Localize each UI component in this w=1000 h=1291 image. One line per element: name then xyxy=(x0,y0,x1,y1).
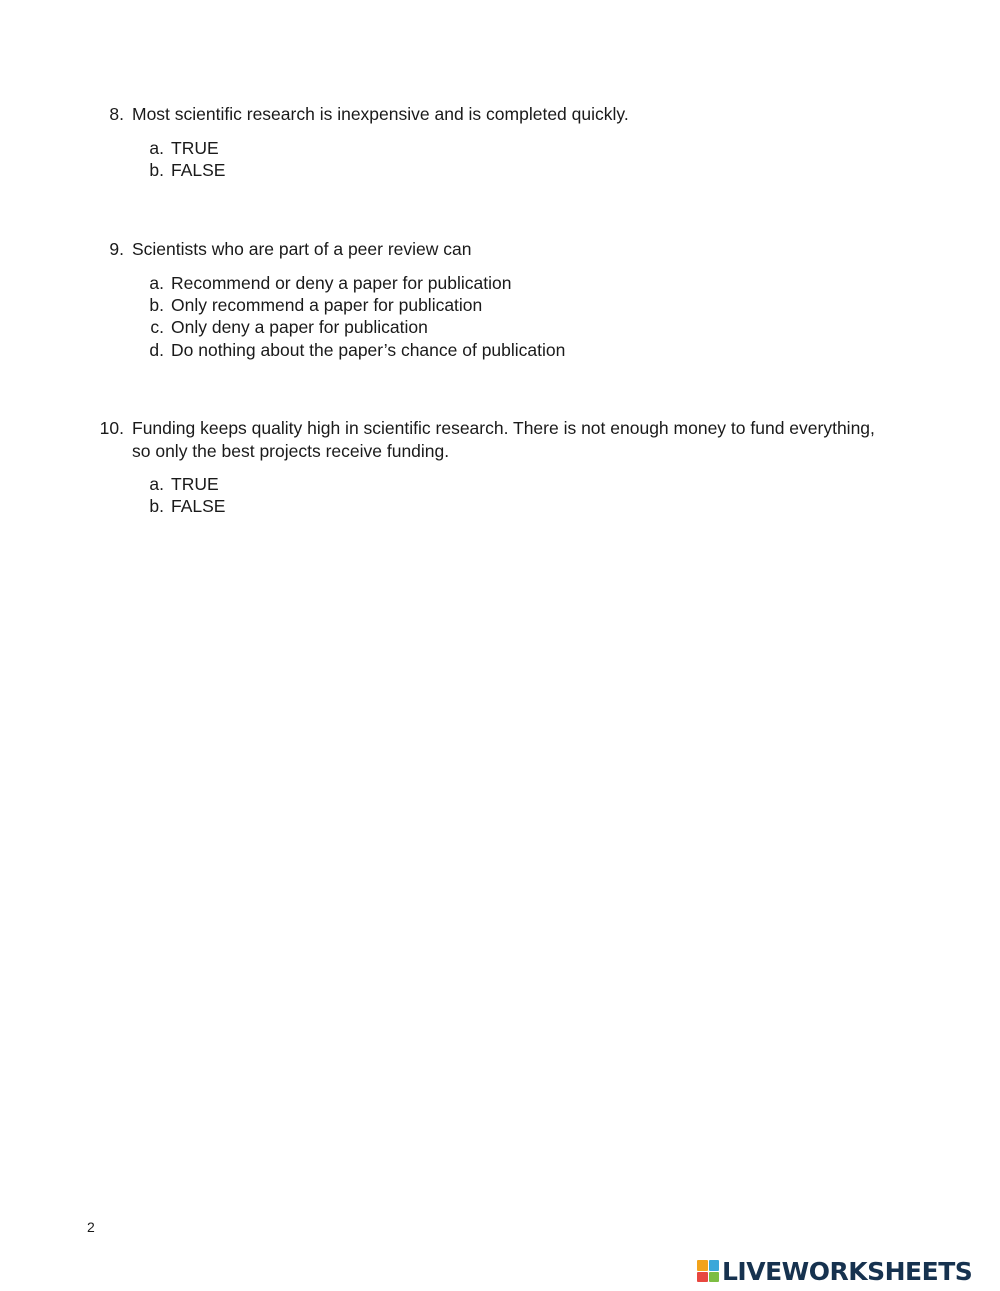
logo-block xyxy=(709,1272,720,1283)
question-text-continued: so only the best projects receive funding. xyxy=(132,441,450,461)
logo-block xyxy=(697,1260,708,1271)
option-text: Do nothing about the paper’s chance of publication xyxy=(171,340,566,360)
option-text: Only deny a paper for publication xyxy=(171,317,428,337)
question-text: Funding keeps quality high in scientific research. There is not enough money to fund everything, xyxy=(132,418,875,438)
question-text: Scientists who are part of a peer review can xyxy=(132,239,472,259)
option-text: Only recommend a paper for publication xyxy=(171,295,483,315)
option-text: TRUE xyxy=(171,138,219,158)
logo-block xyxy=(709,1260,720,1271)
page-number: 2 xyxy=(87,1219,95,1235)
option-letter: c. xyxy=(150,317,164,337)
logo-text: LIVEWORKSHEETS xyxy=(722,1256,973,1286)
option-letter: a. xyxy=(149,273,164,293)
question-number: 10. xyxy=(99,418,124,438)
option-text: Recommend or deny a paper for publication xyxy=(171,273,512,293)
option-letter: a. xyxy=(149,138,164,158)
option-letter: b. xyxy=(149,295,164,315)
logo-blocks-icon xyxy=(697,1260,719,1282)
option-text: TRUE xyxy=(171,474,219,494)
option-letter: a. xyxy=(149,474,164,494)
option-letter: d. xyxy=(149,340,164,360)
question-number: 9. xyxy=(109,239,124,259)
question-number: 8. xyxy=(109,104,124,124)
option-letter: b. xyxy=(149,160,164,180)
option-text: FALSE xyxy=(171,496,226,516)
logo-block xyxy=(697,1272,708,1283)
option-letter: b. xyxy=(149,496,164,516)
option-text: FALSE xyxy=(171,160,226,180)
liveworksheets-logo xyxy=(697,1254,972,1288)
question-text: Most scientific research is inexpensive and is completed quickly. xyxy=(132,104,629,124)
